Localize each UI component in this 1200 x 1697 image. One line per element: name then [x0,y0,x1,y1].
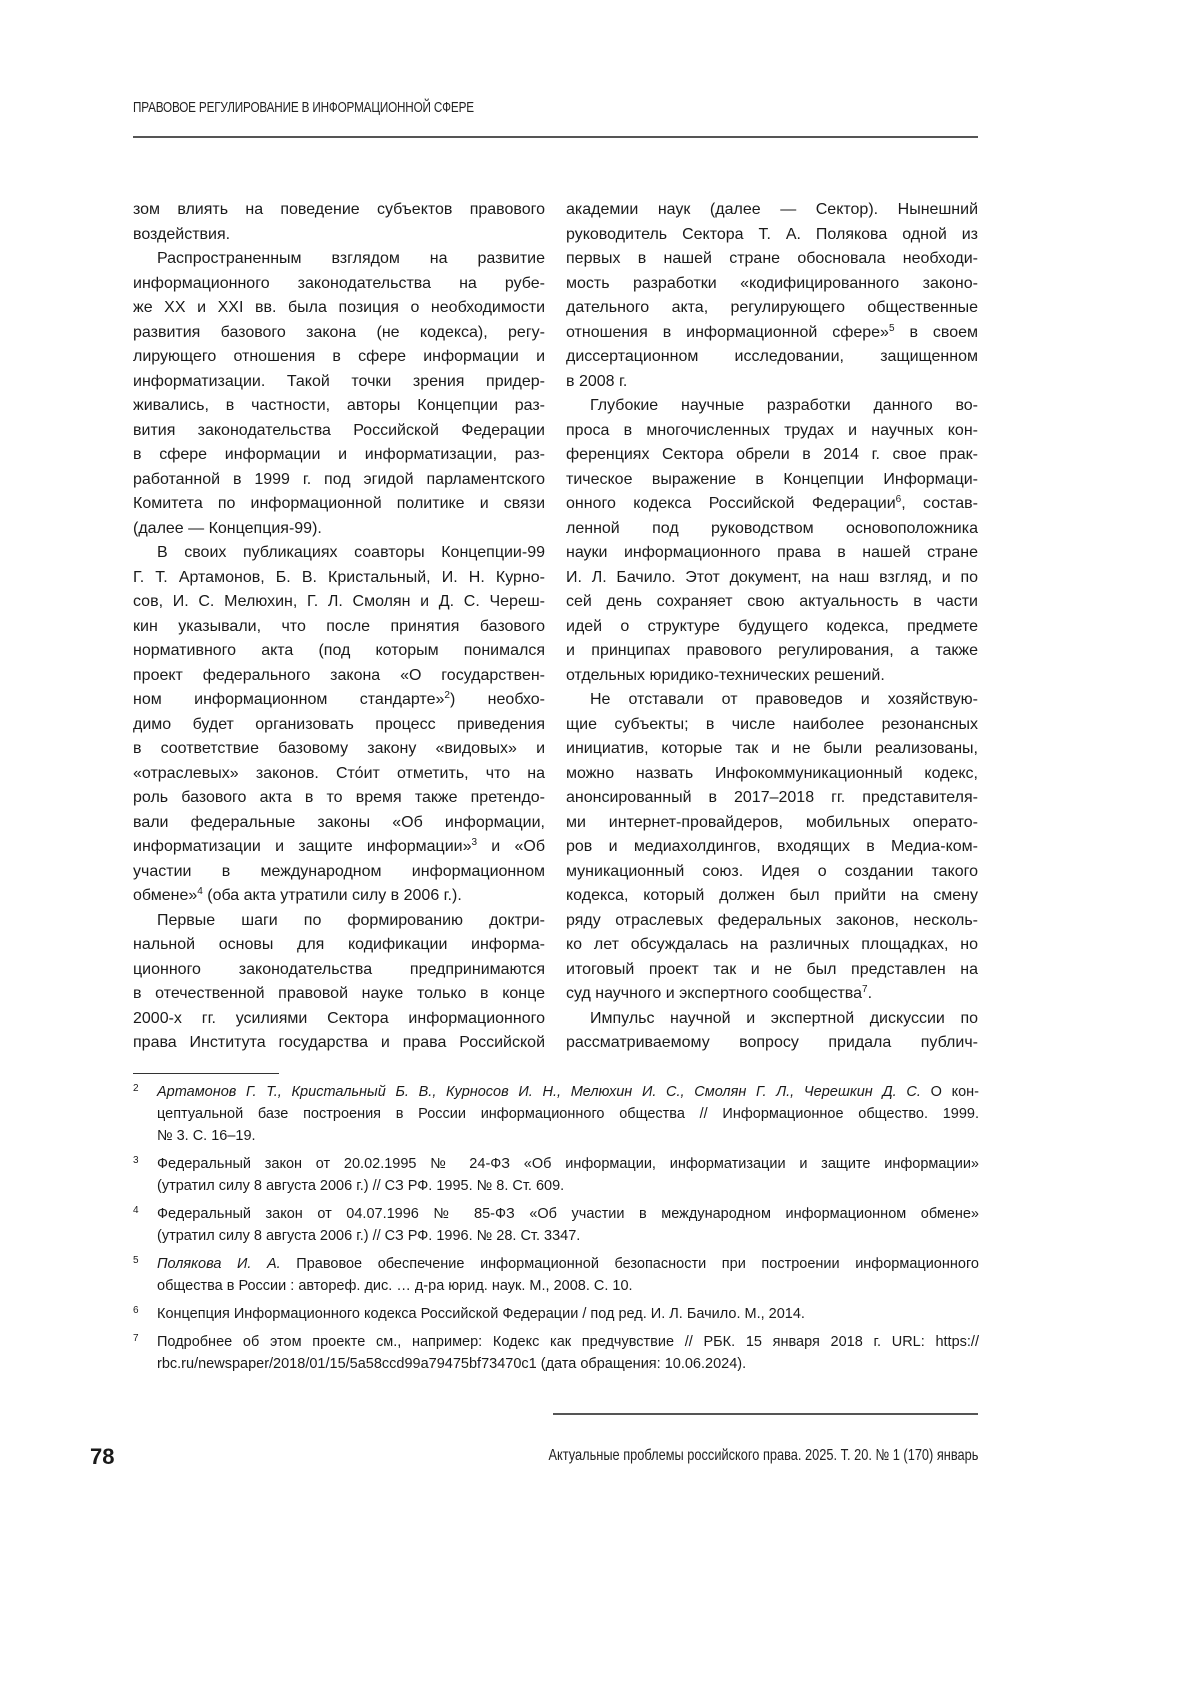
text-line: ционного законодательства предпринимаются [133,958,545,983]
text-line: вития законодательства Российской Федерации [133,419,545,444]
text-line: участии в международном информационном [133,860,545,885]
footnote [133,1081,979,1147]
text-line: ко лет обсуждалась на различных площадках, но [566,933,978,958]
paragraph [566,1007,978,1056]
text-segment: информатизации и защите информации» [133,838,471,855]
text-line: инициатив, которые так и не были реализованы, [566,737,978,762]
text-line: дательного акта, регулирующего общественные [566,296,978,321]
paragraph [566,394,978,688]
text-line: зом влиять на поведение субъектов правового [133,198,545,223]
text-line: Комитета по информационной политике и связи [133,492,545,517]
paragraph [133,198,545,247]
paragraph [133,541,545,909]
footnote-number: 7 [133,1328,139,1350]
right-column [566,198,978,1056]
footnote-ref: 5 [889,323,895,334]
footnote-text: (утратил силу 8 августа 2006 г.) // СЗ РФ. 1995. № 8. Ст. 609. [157,1178,564,1194]
text-line [133,884,545,909]
footnote-line [157,1081,979,1103]
footnote-number: 4 [133,1200,139,1222]
text-line [566,321,978,346]
text-line: воздействия. [133,223,545,248]
text-line: в отечественной правовой науке только в конце [133,982,545,1007]
text-line: рассматриваемому вопросу придала публич- [566,1031,978,1056]
footnote-text: Правовое обеспечение информационной безопасности при построении информационного [281,1256,979,1272]
text-segment: и «Об [477,838,545,855]
text-line: В своих публикациях соавторы Концепции-99 [133,541,545,566]
footnote [133,1253,979,1297]
text-line: итоговый проект так и не был представлен на [566,958,978,983]
text-line: в 2008 г. [566,370,978,395]
footnote-text: rbc.ru/newspaper/2018/01/15/5a58ccd99a79475bf73470c1 (дата обращения: 10.06.2024). [157,1356,746,1372]
text-line: академии наук (далее — Сектор). Нынешний [566,198,978,223]
text-segment: . [868,985,872,1002]
footnote-number: 2 [133,1078,139,1100]
text-line: кодекса, который должен был прийти на смену [566,884,978,909]
text-line: кин указывали, что после принятия базового [133,615,545,640]
page-number: 78 [90,1444,114,1470]
footnote-text: общества в России : автореф. дис. … д-ра юрид. наук. М., 2008. С. 10. [157,1278,633,1294]
text-line: муникационный союз. Идея о создании такого [566,860,978,885]
running-title: ПРАВОВОЕ РЕГУЛИРОВАНИЕ В ИНФОРМАЦИОННОЙ СФЕРЕ [133,99,474,116]
text-line: щие субъекты; в числе наиболее резонансных [566,713,978,738]
footnote-ref: 7 [862,984,868,995]
footnote-text: О кон- [921,1084,979,1100]
footnote-text: (утратил силу 8 августа 2006 г.) // СЗ РФ. 1996. № 28. Ст. 3347. [157,1228,580,1244]
footnote-line [157,1103,979,1125]
footnote-line [157,1275,979,1297]
left-column [133,198,545,1056]
text-line: первых в нашей стране обосновала необходи- [566,247,978,272]
text-line [566,492,978,517]
footnote-text: № 3. С. 16–19. [157,1128,256,1144]
footnote-line [157,1331,979,1353]
text-segment: обмене» [133,887,197,904]
text-line: в соответствие базовому закону «видовых» и [133,737,545,762]
text-line: отдельных юридико-технических решений. [566,664,978,689]
text-line: идей о структуре будущего кодекса, предмете [566,615,978,640]
footnote-number: 5 [133,1250,139,1272]
text-line: Не отставали от правоведов и хозяйствую- [566,688,978,713]
text-line: сей день сохраняет свою актуальность в части [566,590,978,615]
text-line: проса в многочисленных трудах и научных кон- [566,419,978,444]
footnote-line [157,1175,979,1197]
text-line: роль базового акта в то время также претендо- [133,786,545,811]
footnote-ref: 3 [471,837,477,848]
text-line: (далее — Концепция-99). [133,517,545,542]
header-rule [133,136,978,138]
footnote-line [157,1225,979,1247]
journal-citation: Актуальные проблемы российского права. 2025. Т. 20. № 1 (170) январь [548,1447,978,1465]
footnote-ref: 6 [896,494,902,505]
footnote-number: 3 [133,1150,139,1172]
text-segment: в своем [895,324,978,341]
text-line: же XX и XXI вв. была позиция о необходимости [133,296,545,321]
text-line: лирующего отношения в сфере информации и [133,345,545,370]
text-line [566,982,978,1007]
text-line: Первые шаги по формированию доктри- [133,909,545,934]
footnote-line [157,1253,979,1275]
text-line: сов, И. С. Мелюхин, Г. Л. Смолян и Д. С. Череш- [133,590,545,615]
footnote-line [157,1125,979,1147]
text-line: Г. Т. Артамонов, Б. В. Кристальный, И. Н. Курно- [133,566,545,591]
footnote-line [157,1303,979,1325]
paragraph [566,688,978,1007]
footnote [133,1303,979,1325]
footnote-number: 6 [133,1300,139,1322]
text-line: димо будет организовать процесс приведения [133,713,545,738]
paragraph [133,247,545,541]
text-line: И. Л. Бачило. Этот документ, на наш взгляд, и по [566,566,978,591]
paragraph [133,909,545,1056]
text-line: ров и медиахолдингов, входящих в Медиа-ком- [566,835,978,860]
text-line: 2000-х гг. усилиями Сектора информационного [133,1007,545,1032]
text-line: Глубокие научные разработки данного во- [566,394,978,419]
text-line: ленной под руководством основоположника [566,517,978,542]
footnote-separator [133,1073,279,1074]
footnote-ref: 2 [444,690,450,701]
text-segment: (оба акта утратили силу в 2006 г.). [203,887,462,904]
text-line: ми интернет-провайдеров, мобильных операто- [566,811,978,836]
text-segment: суд научного и экспертного сообщества [566,985,862,1002]
text-line: права Института государства и права Российской [133,1031,545,1056]
text-line [133,835,545,860]
text-line: работанной в 1999 г. под эгидой парламентского [133,468,545,493]
text-line: диссертационном исследовании, защищенном [566,345,978,370]
text-line: Распространенным взглядом на развитие [133,247,545,272]
text-line: ряду отраслевых федеральных законов, несколь- [566,909,978,934]
text-line: развития базового закона (не кодекса), регу- [133,321,545,346]
text-line: анонсированный в 2017–2018 гг. представителя- [566,786,978,811]
text-line: ференциях Сектора обрели в 2014 г. свое прак- [566,443,978,468]
footnote-text: Подробнее об этом проекте см., например: Кодекс как предчувствие // РБК. 15 января 2018 г. URL: https:// [157,1334,979,1350]
footnote-text: цептуальной базе построения в России информационного общества // Информационное общество. 1999. [157,1106,979,1122]
text-line [133,688,545,713]
paragraph [566,198,978,394]
footnote-line [157,1153,979,1175]
text-line: в сфере информации и информатизации, раз- [133,443,545,468]
text-line: науки информационного права в нашей стране [566,541,978,566]
text-line: проект федерального закона «О государствен- [133,664,545,689]
text-segment: ) необхо- [450,691,545,708]
text-line: тическое выражение в Концепции Информаци- [566,468,978,493]
text-segment: , состав- [901,495,978,512]
text-line: живались, в частности, авторы Концепции раз- [133,394,545,419]
text-line: «отраслевых» законов. Сто́ит отметить, что на [133,762,545,787]
footnote-text: Федеральный закон от 04.07.1996 № 85-ФЗ «Об участии в международном информационном обмене» [157,1206,979,1222]
text-line: Импульс научной и экспертной дискуссии по [566,1007,978,1032]
text-segment: ном информационном стандарте» [133,691,444,708]
text-line: мость разработки «кодифицированного законо- [566,272,978,297]
text-line: информационного законодательства на рубе- [133,272,545,297]
text-line: и принципах правового регулирования, а также [566,639,978,664]
text-line: можно назвать Инфокоммуникационный кодекс, [566,762,978,787]
text-line: информатизации. Такой точки зрения придер- [133,370,545,395]
footnote-text: Концепция Информационного кодекса Российской Федерации / под ред. И. Л. Бачило. М., 2014. [157,1306,805,1322]
footnote-author: Артамонов Г. Т., Кристальный Б. В., Курносов И. Н., Мелюхин И. С., Смолян Г. Л., Черешкин Д. С. [157,1084,921,1100]
footnote-line [157,1203,979,1225]
footer-rule [553,1413,978,1415]
footnote [133,1331,979,1375]
footnote-author: Полякова И. А. [157,1256,281,1272]
text-segment: онного кодекса Российской Федерации [566,495,896,512]
text-line: вали федеральные законы «Об информации, [133,811,545,836]
text-line: нальной основы для кодификации информа- [133,933,545,958]
footnote [133,1153,979,1197]
text-segment: отношения в информационной сфере» [566,324,889,341]
footnotes [133,1081,979,1381]
text-line: руководитель Сектора Т. А. Полякова одной из [566,223,978,248]
footnote [133,1203,979,1247]
text-line: нормативного акта (под которым понимался [133,639,545,664]
footnote-text: Федеральный закон от 20.02.1995 № 24-ФЗ «Об информации, информатизации и защите информации» [157,1156,979,1172]
footnote-ref: 4 [197,886,203,897]
footnote-line [157,1353,979,1375]
